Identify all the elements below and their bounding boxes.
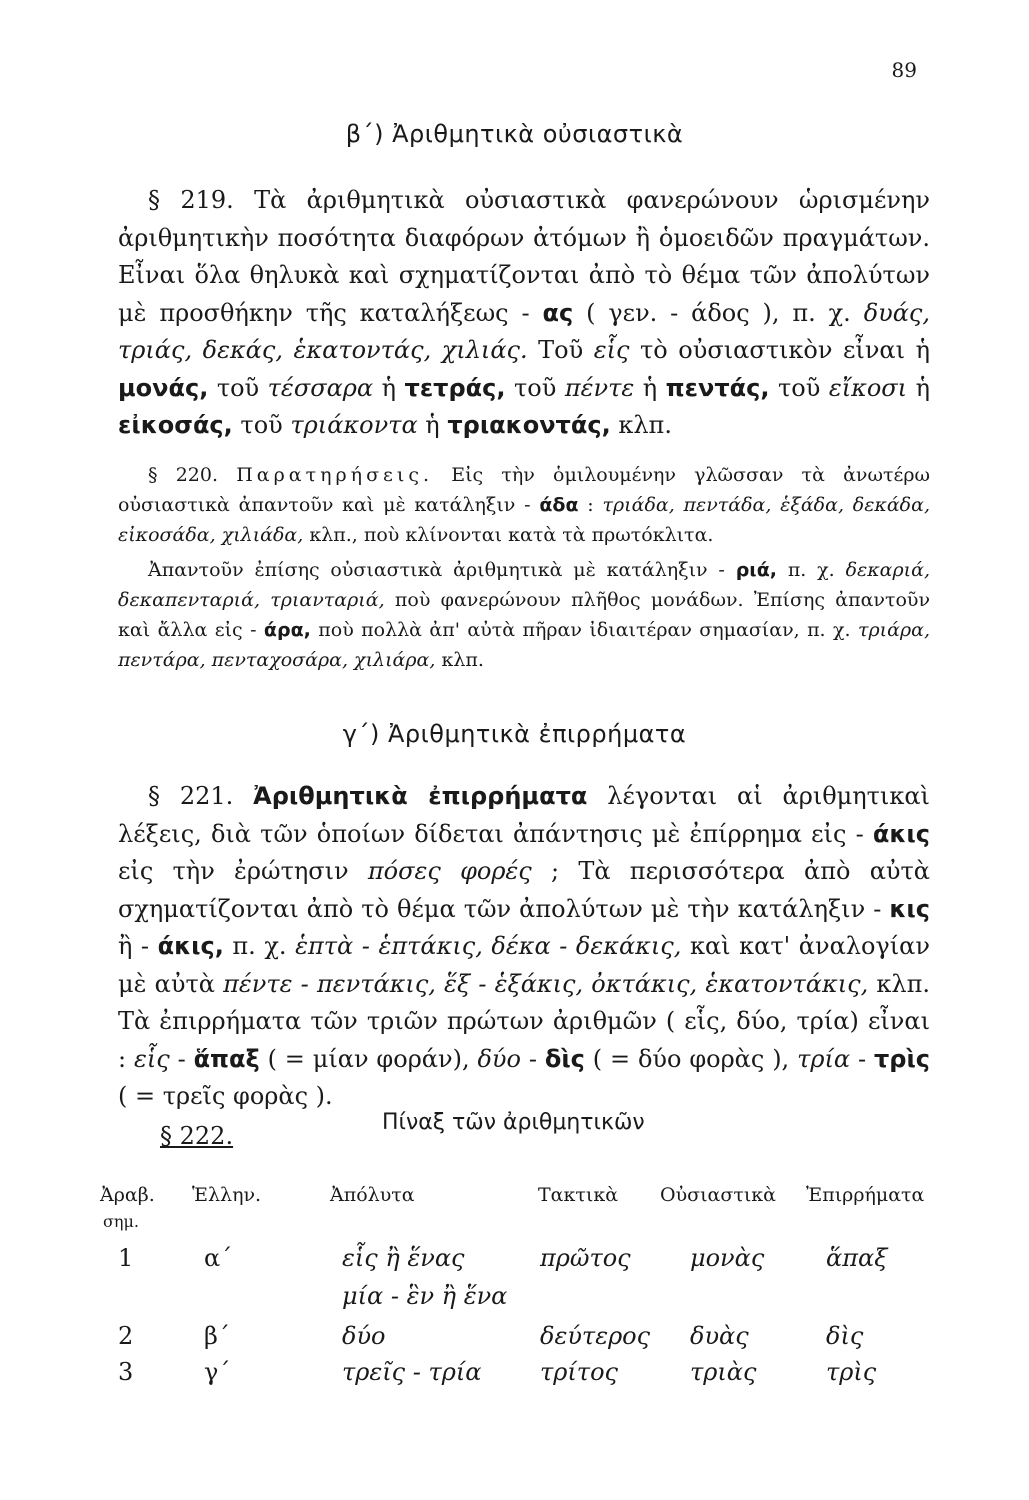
table-cell-cardinal: τρεῖς - τρία [342,1358,482,1386]
table-cell-greek: α΄ [204,1244,233,1272]
table-cell-ordinal: πρῶτος [540,1244,631,1272]
header-arabic-2: σημ. [103,1212,139,1231]
table-cell-noun: δυὰς [690,1322,749,1350]
section-number: § 221. [148,782,234,810]
table-cell-ordinal: δεύτερος [540,1322,651,1350]
table-cell-arab: 3 [118,1358,134,1386]
table-cell-arab: 2 [118,1322,134,1350]
table-cell-adverb: δὶς [826,1322,864,1350]
table-cell-adverb: ἅπαξ [826,1244,888,1272]
paragraph-219: § 219. Τὰ ἀριθμητικὰ οὐσιαστικὰ φανερώνουν ὡρισμένην ἀριθμητικὴν ποσότητα διαφόρων ἀτόμων ἢ ὁμοειδῶν πραγμάτων. Εἶναι ὅλα θηλυκὰ καὶ σχηματίζονται ἀπὸ τὸ θέμα τῶν ἀπολύτων μὲ προσθήκην τῆς καταλήξεως - ας ( γεν. - άδος ), π. χ. δυάς, τριάς, δεκάς, ἑκατοντάς, χιλιάς. Τοῦ εἷς τὸ οὐσιαστικὸν εἶναι ἡ μονάς, τοῦ τέσσαρα ἡ τετράς, τοῦ πέντε ἡ πεντάς, τοῦ εἴκοσι ἡ εἰκοσάς, τοῦ τριάκοντα ἡ τριακοντάς, κλπ. [118,186,931,439]
page-number: 89 [891,58,917,82]
table-cell-noun: μονὰς [690,1244,765,1272]
section-number: § 219. [148,186,234,214]
paragraph-220: § 220. Παρατηρήσεις. Εἰς τὴν ὁμιλουμένην γλῶσσαν τὰ ἀνωτέρω οὐσιαστικὰ ἀπαντοῦν καὶ μὲ κατάληξιν - άδα : τριάδα, πεντάδα, ἑξάδα, δεκάδα, εἰκοσάδα, χιλιάδα, κλπ., ποὺ κλίνονται κατὰ τὰ πρωτόκλιτα. [118,464,930,546]
header-ordinal: Τακτικὰ [538,1184,619,1206]
table-cell-ordinal: τρίτος [540,1358,618,1386]
section-number-222: § 222. [160,1122,234,1150]
table-cell-adverb: τρὶς [826,1358,877,1386]
table-cell-cardinal: δύο [342,1322,386,1350]
header-adverb: Ἐπιρρήματα [806,1184,925,1206]
table-cell-greek: β΄ [204,1322,230,1350]
table-cell-arab: 1 [118,1244,134,1272]
heading-numeral-adverbs: γ΄) Ἀριθμητικὰ ἐπιρρήματα [342,720,687,748]
section-number: § 220. [148,464,219,486]
paragraph-220-continued: Ἀπαντοῦν ἐπίσης οὐσιαστικὰ ἀριθμητικὰ μὲ κατάληξιν - ριά, π. χ. δεκαριά, δεκαπενταριά, τριανταριά, ποὺ φανερώνουν πλῆθος μονάδων. Ἐπίσης ἀπαντοῦν καὶ ἄλλα εἰς - άρα, ποὺ πολλὰ ἀπ' αὐτὰ πῆραν ἰδιαιτέραν σημασίαν, π. χ. τριάρα, πεντάρα, πενταχοσάρα, χιλιάρα, κλπ. [118,559,931,671]
table-cell-noun: τριὰς [690,1358,757,1386]
header-greek: Ἑλλην. [192,1184,262,1206]
header-noun: Οὐσιαστικὰ [660,1184,777,1206]
table-cell-greek: γ΄ [204,1358,231,1386]
header-arabic: Ἀραβ. [100,1184,155,1206]
paragraph-221: § 221. Ἀριθμητικὰ ἐπιρρήματα λέγονται αἱ ἀριθμητικαὶ λέξεις, διὰ τῶν ὁποίων δίδεται ἀπάντησις μὲ ἐπίρρημα εἰς - άκις εἰς τὴν ἐρώτησιν πόσες φορές ; Τὰ περισσότερα ἀπὸ αὐτὰ σχηματίζονται ἀπὸ τὸ θέμα τῶν ἀπολύτων μὲ τὴν κατάληξιν - κις ἢ - άκις, π. χ. ἑπτὰ - ἑπτάκις, δέκα - δεκάκις, καὶ κατ' ἀναλογίαν μὲ αὐτὰ πέντε - πεντάκις, ἕξ - ἑξάκις, ὀκτάκις, ἑκατοντάκις, κλπ. Τὰ ἐπιρρήματα τῶν τριῶν πρώτων ἀριθμῶν ( εἷς, δύο, τρία) εἶναι : εἷς - ἅπαξ ( = μίαν φοράν), δύο - δὶς ( = δύο φορὰς ), τρία - τρὶς ( = τρεῖς φορὰς ). [118,782,931,1110]
header-cardinal: Ἀπόλυτα [330,1184,415,1206]
heading-numeral-nouns: β΄) Ἀριθμητικὰ οὐσιαστικὰ [345,120,684,148]
table-cell-cardinal: εἷς ἢ ἕνας [342,1244,465,1272]
table-title: Πίναξ τῶν ἀριθμητικῶν [382,1110,645,1135]
table-cell-cardinal-feminine: μία - ἓν ἢ ἕνα [342,1282,508,1310]
